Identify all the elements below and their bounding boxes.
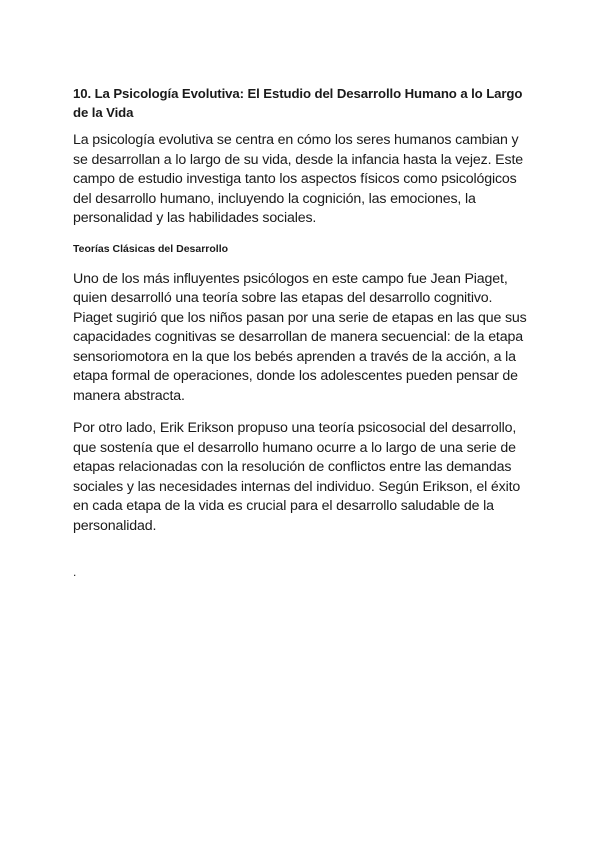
- document-body: [73, 84, 535, 549]
- document-title: 10. La Psicología Evolutiva: El Estudio del Desarrollo Humano a lo Largo de la Vida: [73, 86, 523, 120]
- trailing-period: .: [73, 565, 77, 579]
- intro-paragraph: La psicología evolutiva se centra en cómo los seres humanos cambian y se desarrollan a lo largo de su vida, desde la infancia hasta la vejez. Este campo de estudio investiga tanto los aspectos físicos como psicológicos del desarrollo humano, incluyendo la cognición, las emociones, la personalidad y las habilidades sociales.: [73, 132, 523, 226]
- piaget-paragraph: Uno de los más influyentes psicólogos en este campo fue Jean Piaget, quien desarrolló una teoría sobre las etapas del desarrollo cognitivo. Piaget sugirió que los niños pasan por una serie de etapas en las que sus capacidades cognitivas se desarrollan de manera secuencial: de la etapa sensoriomotora en la que los bebés aprenden a través de la acción, a la etapa formal de operaciones, donde los adolescentes pueden pensar de manera abstracta.: [73, 270, 527, 404]
- section-heading: Teorías Clásicas del Desarrollo: [73, 242, 229, 255]
- erikson-paragraph: Por otro lado, Erik Erikson propuso una teoría psicosocial del desarrollo, que sostenía que el desarrollo humano ocurre a lo largo de una serie de etapas relacionadas con la resolución de conflictos entre las demandas sociales y las necesidades internas del individuo. Según Erikson, el éxito en cada etapa de la vida es crucial para el desarrollo saludable de la personalidad.: [73, 420, 521, 534]
